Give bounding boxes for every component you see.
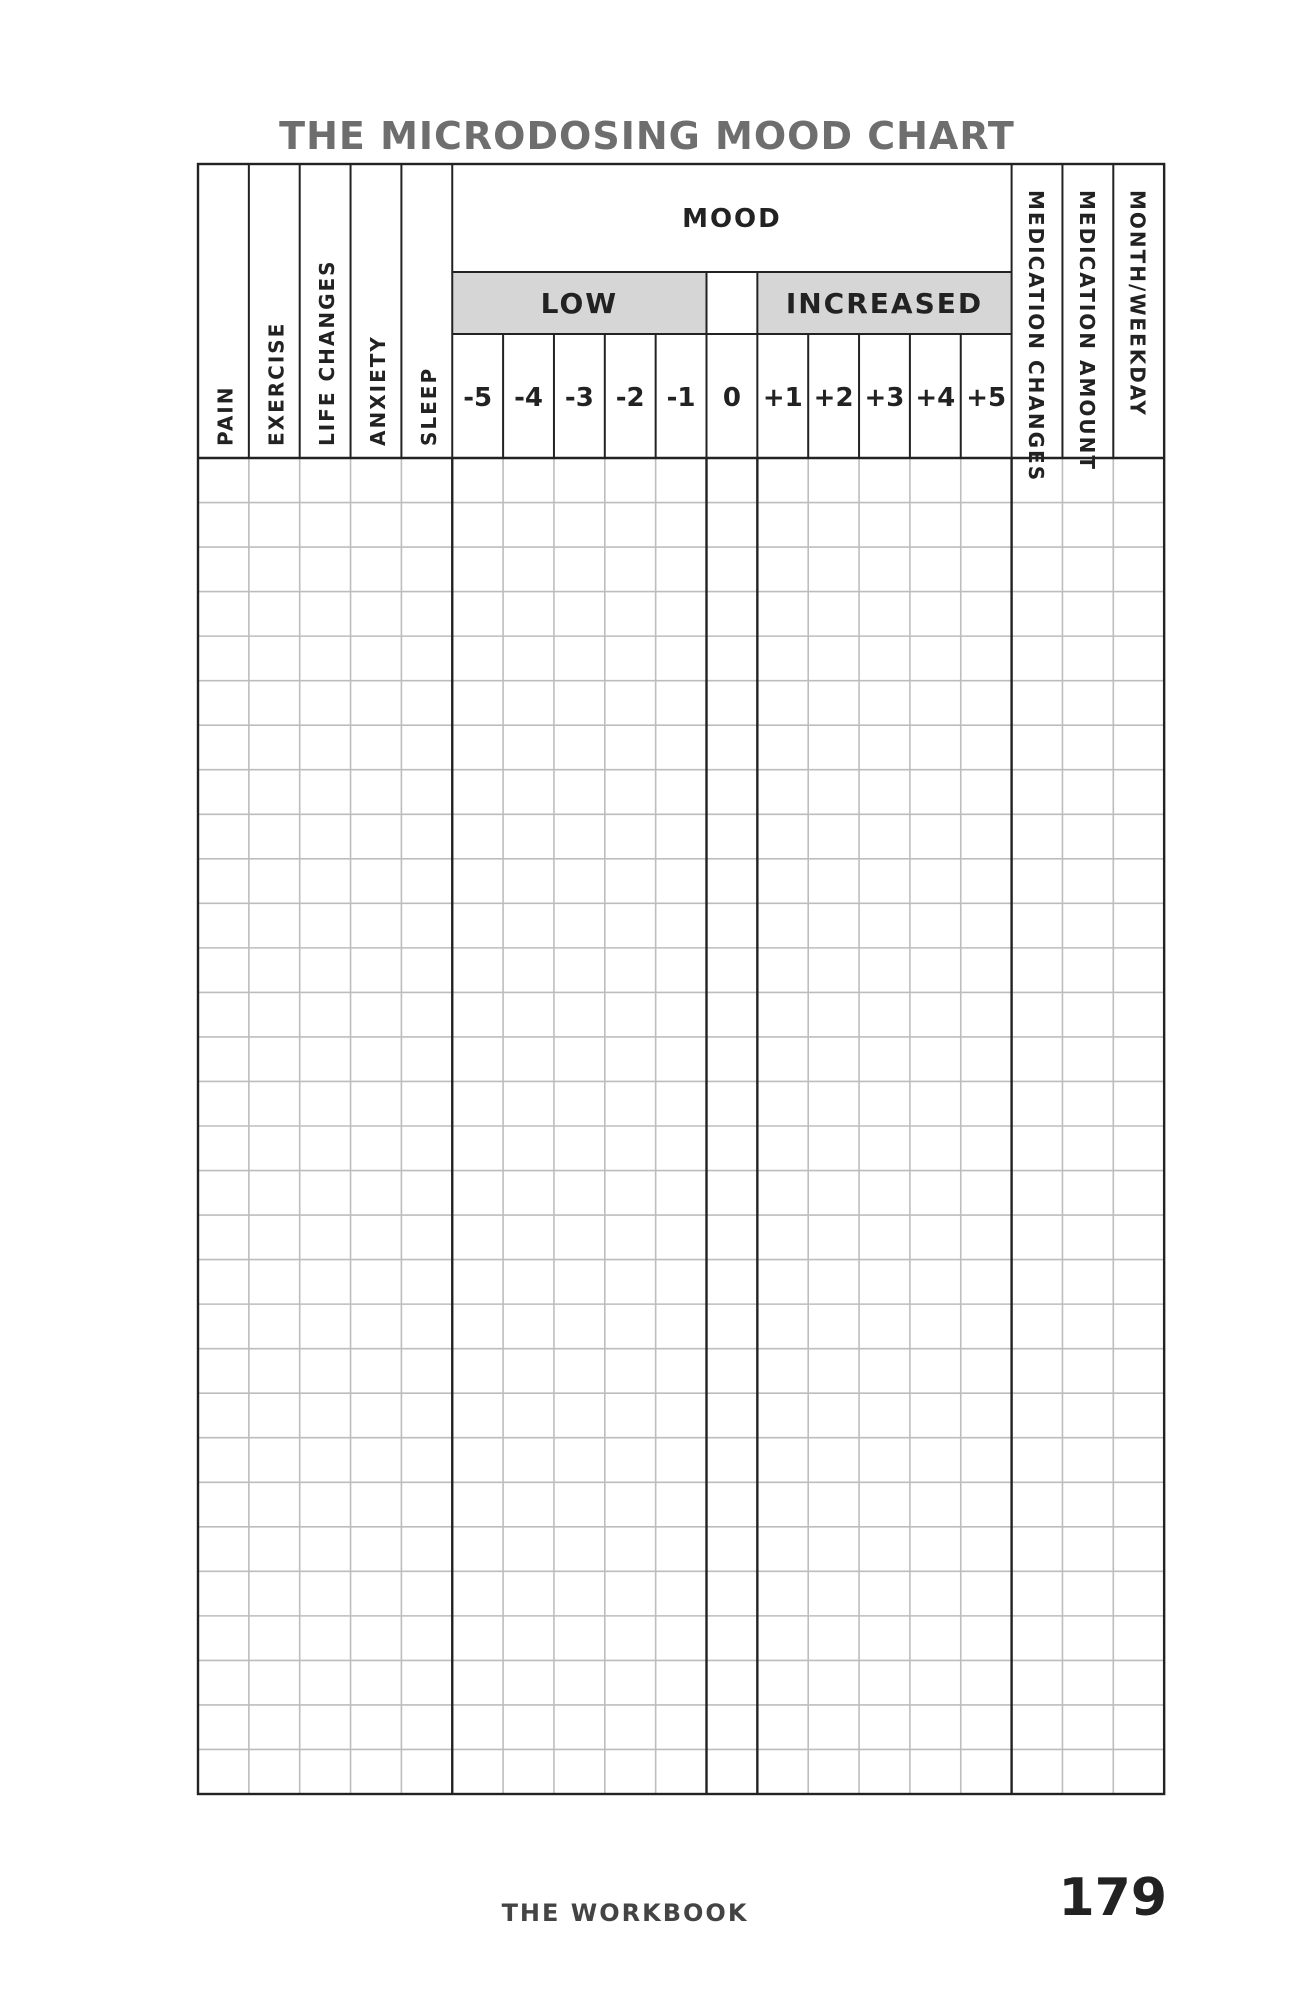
column-label-medication-amount: MEDICATION AMOUNT	[1074, 190, 1099, 472]
mood-header: MOOD	[682, 204, 782, 234]
low-group-label: LOW	[540, 287, 619, 320]
page-title: THE MICRODOSING MOOD CHART	[279, 114, 1015, 158]
mood-scale-label: -3	[564, 383, 594, 413]
column-label-pain: PAIN	[213, 385, 238, 446]
mood-scale-label: +3	[864, 383, 905, 413]
mood-scale-label: -4	[514, 383, 543, 413]
column-label-anxiety: ANXIETY	[365, 335, 390, 446]
increased-group-label: INCREASED	[785, 287, 984, 320]
mood-scale-label: +5	[966, 383, 1007, 413]
page-number: 179	[1058, 1868, 1167, 1928]
column-label-exercise: EXERCISE	[264, 321, 289, 446]
mood-scale-label: +1	[762, 383, 803, 413]
mood-scale-label: 0	[722, 383, 741, 413]
column-label-sleep: SLEEP	[416, 366, 441, 446]
column-label-medication-changes: MEDICATION CHANGES	[1024, 190, 1049, 483]
mood-scale-label: +2	[813, 383, 854, 413]
mood-scale-label: +4	[915, 383, 956, 413]
footer-section-label: THE WORKBOOK	[501, 1899, 749, 1927]
mood-scale-label: -5	[463, 383, 493, 413]
column-label-life-changes: LIFE CHANGES	[315, 259, 340, 446]
mood-scale-label: -1	[666, 383, 696, 413]
column-label-month-weekday: MONTH/WEEKDAY	[1125, 190, 1150, 417]
mood-scale-label: -2	[615, 383, 645, 413]
